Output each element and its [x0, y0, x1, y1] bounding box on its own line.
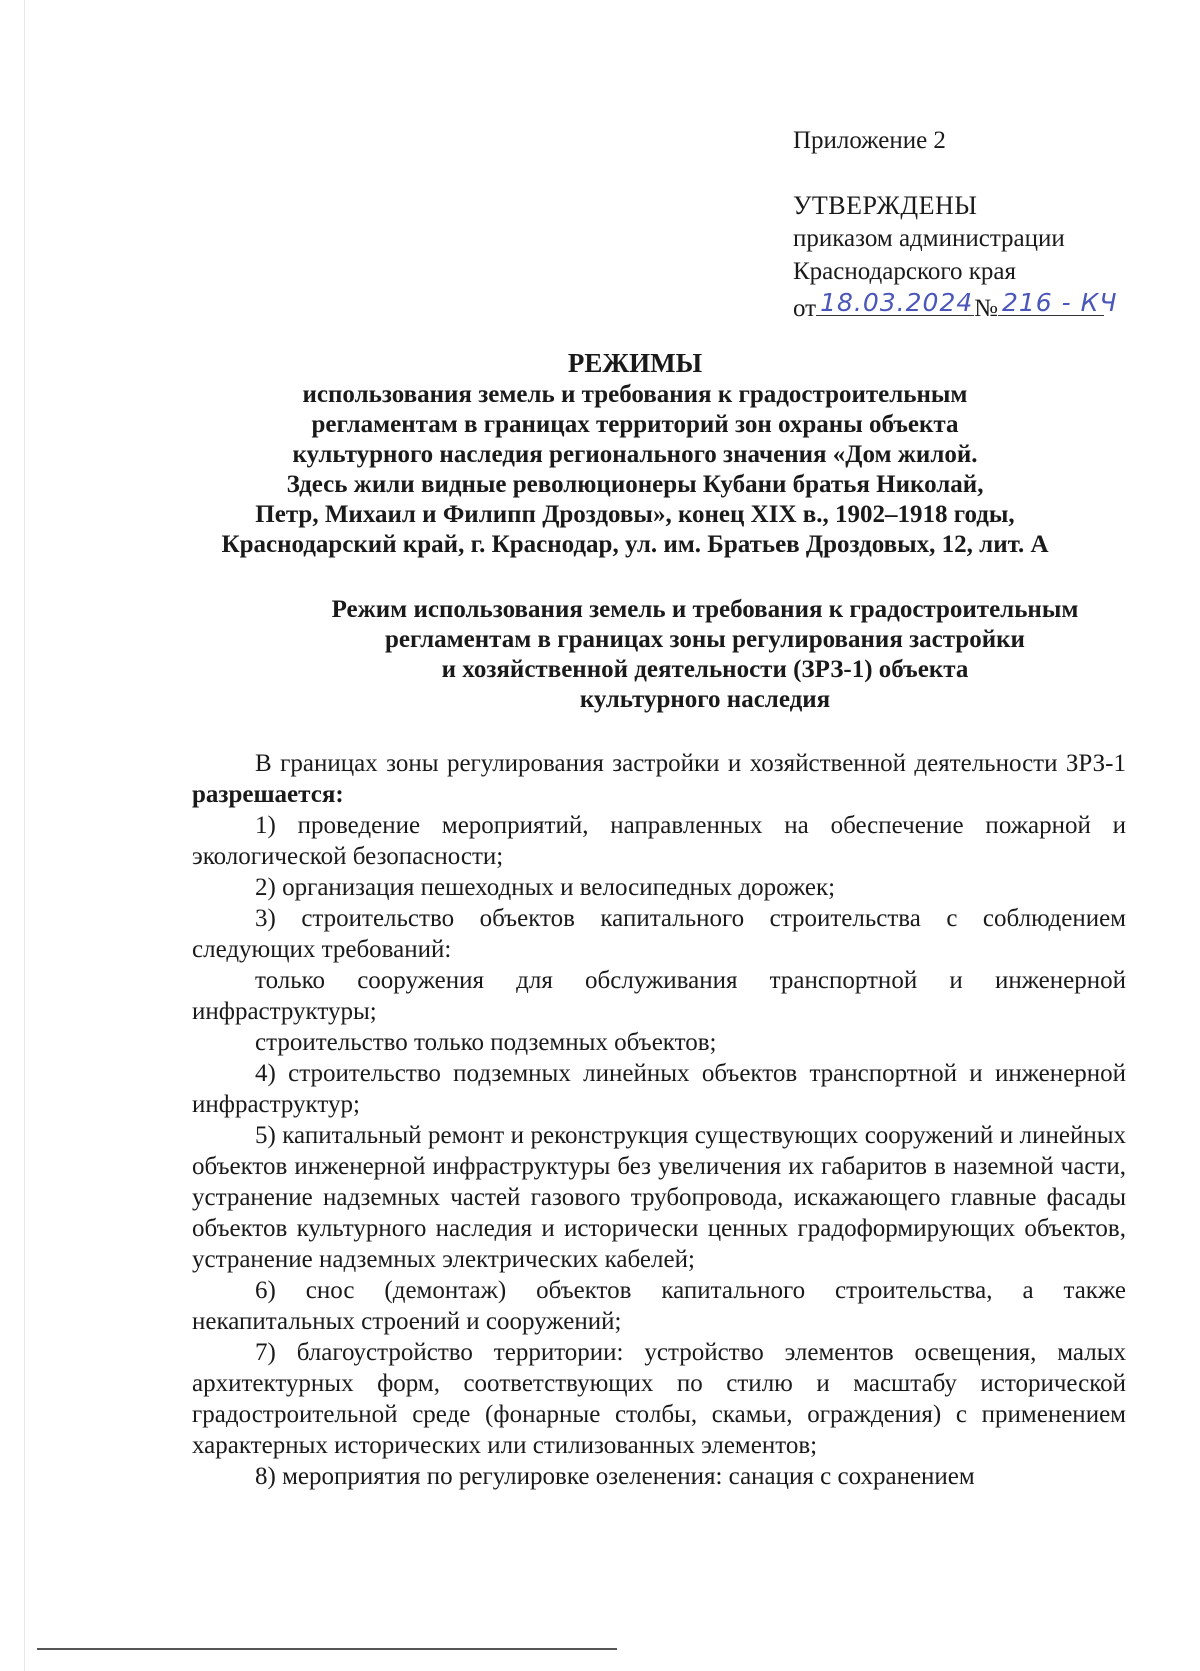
- handwritten-number: 216 - КЧ: [1001, 288, 1118, 317]
- title-line: Здесь жили видные революционеры Кубани братья Николай,: [286, 471, 984, 498]
- document-title: [195, 346, 1075, 560]
- list-item: 5) капитальный ремонт и реконструкция существующих сооружений и линейных объектов инженерной инфраструктуры без увеличения их габаритов в наземной части, устранение надземных частей газового трубопровода, искажающего главные фасады объектов культурного наследия и исторически ценных градоформирующих объектов, устранение надземных электрических кабелей;: [192, 1122, 1126, 1273]
- title-line: Краснодарский край, г. Краснодар, ул. им. Братьев Дроздовых, 12, лит. А: [221, 531, 1049, 558]
- bottom-rule: [37, 1648, 617, 1650]
- order-line-2: Краснодарского края: [793, 258, 1016, 285]
- title-line: Петр, Михаил и Филипп Дроздовы», конец XIX в., 1902–1918 годы,: [255, 501, 1015, 528]
- regime-heading-line: регламентам в границах зоны регулирования застройки: [385, 626, 1025, 653]
- number-prefix: №: [974, 295, 998, 322]
- date-field: [816, 288, 974, 316]
- list-item: 1) проведение мероприятий, направленных на обеспечение пожарной и экологической безопасности;: [192, 812, 1126, 870]
- regime-heading-line: Режим использования земель и требования к градостроительным: [331, 596, 1079, 623]
- order-line-1: приказом администрации: [793, 225, 1065, 252]
- regime-heading-line: и хозяйственной деятельности (ЗРЗ-1) объекта: [441, 656, 969, 683]
- list-item: 7) благоустройство территории: устройство элементов освещения, малых архитектурных форм, соответствующих по стилю и масштабу исторической градостроительной среде (фонарные столбы, скамьи, ограждения) с применением характерных исторических или стилизованных элементов;: [192, 1339, 1126, 1459]
- regime-heading: [280, 595, 1130, 715]
- list-item: 6) снос (демонтаж) объектов капитального строительства, а также некапитальных строений и сооружений;: [192, 1277, 1126, 1335]
- list-item: строительство только подземных объектов;: [255, 1029, 717, 1056]
- list-item: 2) организация пешеходных и велосипедных дорожек;: [255, 874, 836, 901]
- list-item: только сооружения для обслуживания транспортной и инженерной инфраструктуры;: [192, 967, 1126, 1025]
- title-line: культурного наследия регионального значения «Дом жилой.: [292, 441, 978, 468]
- number-field: [998, 288, 1118, 317]
- approved-label: УТВЕРЖДЕНЫ: [793, 191, 978, 220]
- approval-block: [793, 124, 1118, 325]
- scan-edge: [24, 0, 25, 1671]
- intro-bold: разрешается:: [192, 781, 344, 808]
- intro-paragraph: [192, 748, 1126, 810]
- list-item: 3) строительство объектов капитального строительства с соблюдением следующих требований:: [192, 905, 1126, 963]
- handwritten-date: 18.03.2024: [820, 288, 974, 317]
- intro-text: В границах зоны регулирования застройки и хозяйственной деятельности ЗРЗ-1: [255, 750, 1126, 777]
- date-prefix: от: [793, 295, 817, 322]
- regime-heading-line: культурного наследия: [579, 686, 831, 713]
- body-text: [192, 748, 1126, 1492]
- annex-label: Приложение 2: [793, 127, 946, 154]
- list-item: 4) строительство подземных линейных объектов транспортной и инженерной инфраструктур;: [192, 1060, 1126, 1118]
- title-line: регламентам в границах территорий зон охраны объекта: [311, 411, 959, 438]
- title-line: использования земель и требования к градостроительным: [302, 381, 968, 408]
- order-date-number: [793, 288, 1118, 325]
- title-main: РЕЖИМЫ: [567, 348, 703, 378]
- list-item: 8) мероприятия по регулировке озеленения: санация с сохранением: [255, 1463, 975, 1490]
